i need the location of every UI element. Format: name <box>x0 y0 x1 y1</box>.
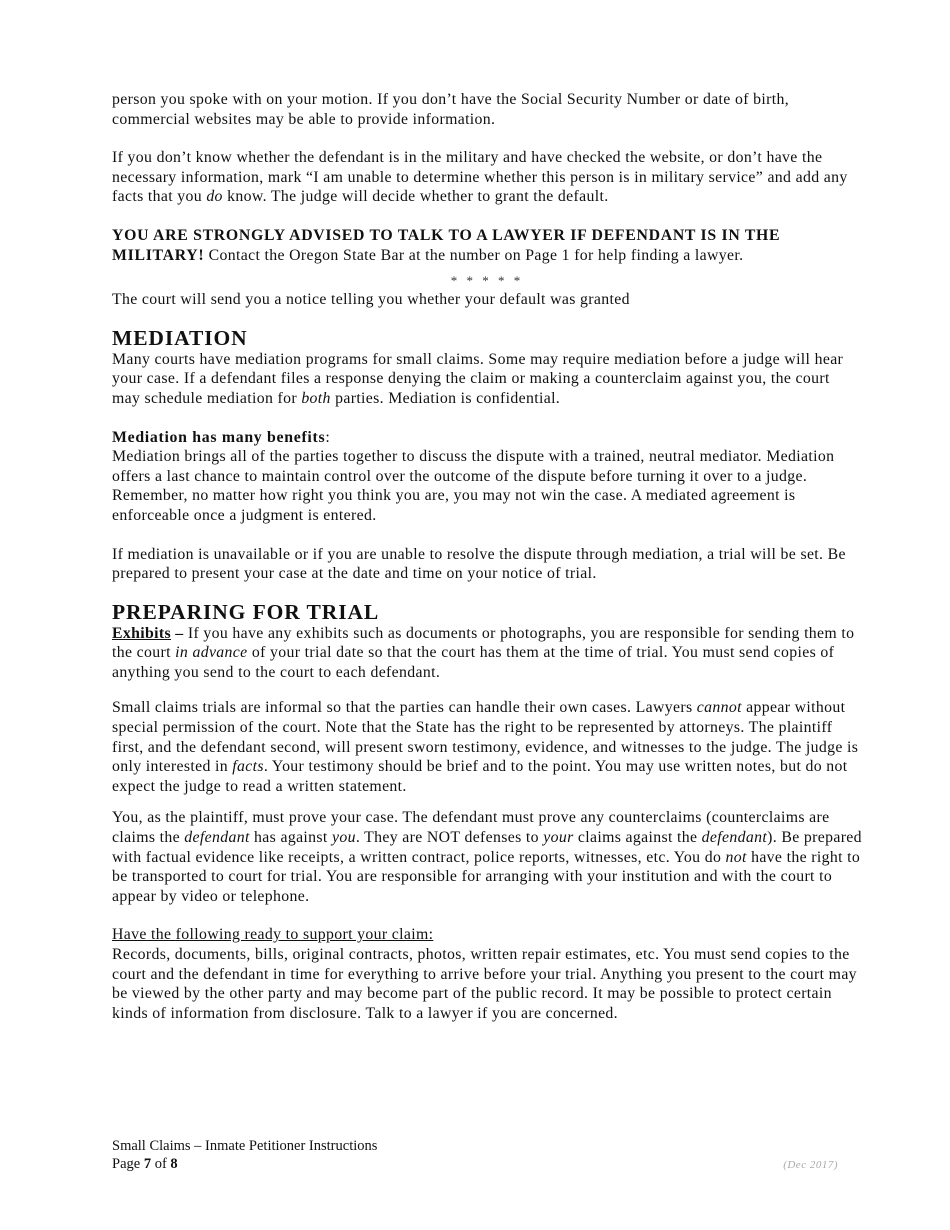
page-footer <box>112 1137 838 1173</box>
mediation-heading: MEDIATION <box>112 325 248 350</box>
informal-trial-paragraph: Small claims trials are informal so that the parties can handle their own cases. Lawyers cannot appear without special permission of the court. Note that the State has the right to be represented by attorneys. The plaintiff first, and the defendant second, will present sworn testimony, evidence, and witnesses to the judge. The judge is only interested in facts. Your testimony should be brief and to the point. You may use written notes, but do not expect the judge to read a written statement. <box>112 699 859 795</box>
mediation-intro: Many courts have mediation programs for small claims. Some may require mediation before a judge will hear your case. If a defendant files a response denying the claim or making a counterclaim against you, the court may schedule mediation for both parties. Mediation is confidential. <box>112 350 844 407</box>
paragraph-birth-info: person you spoke with on your motion. If you don’t have the Social Security Number or date of birth, commercial websites may be able to provide information. <box>112 91 789 128</box>
exhibits-paragraph: Exhibits – If you have any exhibits such as documents or photographs, you are responsible for sending them to the court in advance of your trial date so that the court has them at the time of trial. You must send copies of anything you send to the court to each defendant. <box>112 624 855 681</box>
warning-bold-text: YOU ARE STRONGLY ADVISED TO TALK TO A LAWYER IF DEFENDANT IS IN THE MILITARY! <box>112 226 781 264</box>
section-separator: * * * * * <box>450 273 524 289</box>
paragraph-military-unknown: If you don’t know whether the defendant is in the military and have checked the website, or don’t have the necessary information, mark “I am unable to determine whether this person is in military service” and add any facts that you do know. The judge will decide whether to grant the default. <box>112 149 848 206</box>
ready-label: Have the following ready to support your claim: <box>112 926 434 944</box>
default-notice: The court will send you a notice telling you whether your default was granted <box>112 291 630 309</box>
mediation-unavailable: If mediation is unavailable or if you are unable to resolve the dispute through mediation, a trial will be set. Be prepared to present your case at the date and time on your notice of trial. <box>112 545 846 583</box>
document-body <box>112 90 862 1023</box>
page-number: Page 7 of 8 <box>112 1156 178 1172</box>
prove-case-paragraph: You, as the plaintiff, must prove your case. The defendant must prove any counterclaims (counterclaims are claims the defendant has against you. They are NOT defenses to your claims against the defendant). Be prepared with factual evidence like receipts, a written contract, police reports, witnesses, etc. You do not have the right to be transported to court for trial. You are responsible for arranging with your institution and with the court to appear by video or telephone. <box>112 809 862 905</box>
revision-date: (Dec 2017) <box>783 1159 838 1171</box>
ready-text: Records, documents, bills, original contracts, photos, written repair estimates, etc. You must send copies to the court and the defendant in time for everything to arrive before your trial. Anything you present to the court may be viewed by the other party and may become part of the public record. It may be possible to protect certain kinds of information from disclosure. Talk to a lawyer if you are concerned. <box>112 946 857 1022</box>
mediation-benefits-label: Mediation has many benefits: <box>112 428 331 446</box>
mediation-benefits-text: Mediation brings all of the parties together to discuss the dispute with a trained, neutral mediator. Mediation offers a last chance to maintain control over the outcome of the dispute before turning it over to a judge. Remember, no matter how right you think you are, you may not win the case. A mediated agreement is enforceable once a judgment is entered. <box>112 448 835 524</box>
lawyer-warning: YOU ARE STRONGLY ADVISED TO TALK TO A LAWYER IF DEFENDANT IS IN THE MILITARY! Contact the Oregon State Bar at the number on Page 1 for help finding a lawyer. <box>112 226 781 264</box>
trial-heading: PREPARING FOR TRIAL <box>112 599 380 624</box>
exhibits-label: Exhibits <box>112 624 171 642</box>
footer-title: Small Claims – Inmate Petitioner Instructions <box>112 1138 378 1154</box>
